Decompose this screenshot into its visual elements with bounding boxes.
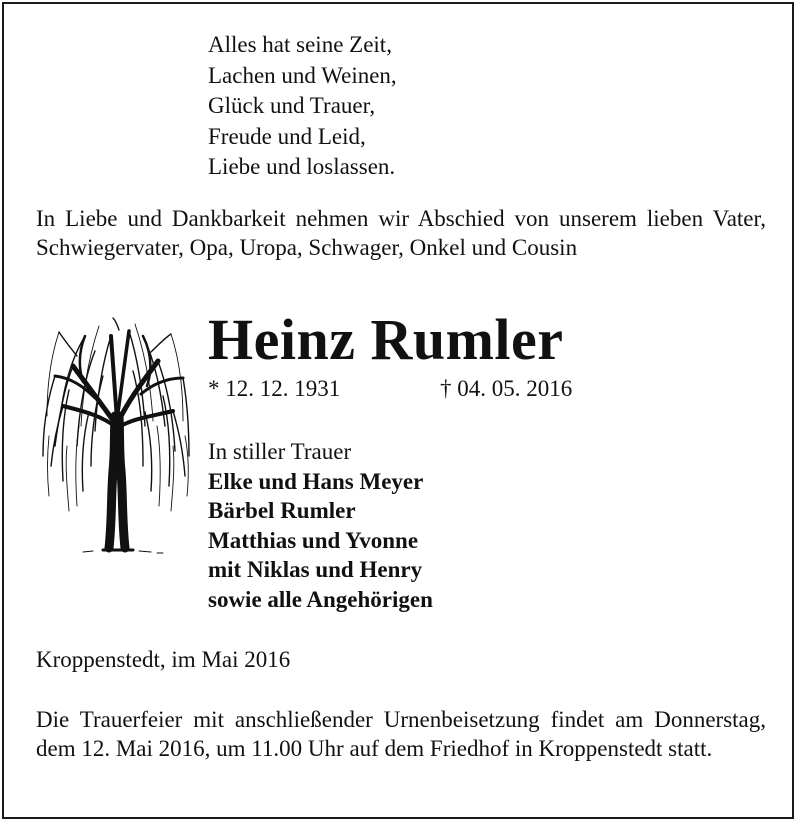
- poem-line: Alles hat seine Zeit,: [208, 32, 392, 57]
- birth-date: * 12. 12. 1931: [208, 376, 341, 401]
- mourner-name: mit Niklas und Henry: [208, 557, 423, 582]
- place-date: Kroppenstedt, im Mai 2016: [36, 647, 291, 672]
- poem-line: Liebe und loslassen.: [208, 154, 396, 179]
- weeping-tree-icon: [33, 316, 195, 554]
- deceased-name: Heinz Rumler: [208, 307, 564, 372]
- poem-line: Freude und Leid,: [208, 123, 366, 149]
- mourners-block: [208, 437, 433, 614]
- poem-line: Glück und Trauer,: [208, 93, 376, 118]
- mourner-name: sowie alle Angehörigen: [208, 586, 433, 612]
- death-date: † 04. 05. 2016: [440, 376, 573, 401]
- life-dates: [208, 374, 573, 404]
- mourner-name: Matthias und Yvonne: [208, 527, 419, 553]
- mourner-name: Elke und Hans Meyer: [208, 468, 424, 494]
- poem: [208, 30, 397, 183]
- funeral-details: Die Trauerfeier mit anschließender Urnenbeisetzung findet am Donnerstag, dem 12. Mai 2016, um 11.00 Uhr auf dem Friedhof in Kroppenstedt statt.: [36, 707, 766, 761]
- intro-text: In Liebe und Dankbarkeit nehmen wir Abschied von unserem lieben Vater, Schwiegervater, Opa, Uropa, Schwager, Onkel und Cousin: [36, 206, 766, 260]
- poem-line: Lachen und Weinen,: [208, 62, 397, 88]
- mourners-heading: In stiller Trauer: [208, 439, 352, 464]
- mourner-name: Bärbel Rumler: [208, 498, 356, 523]
